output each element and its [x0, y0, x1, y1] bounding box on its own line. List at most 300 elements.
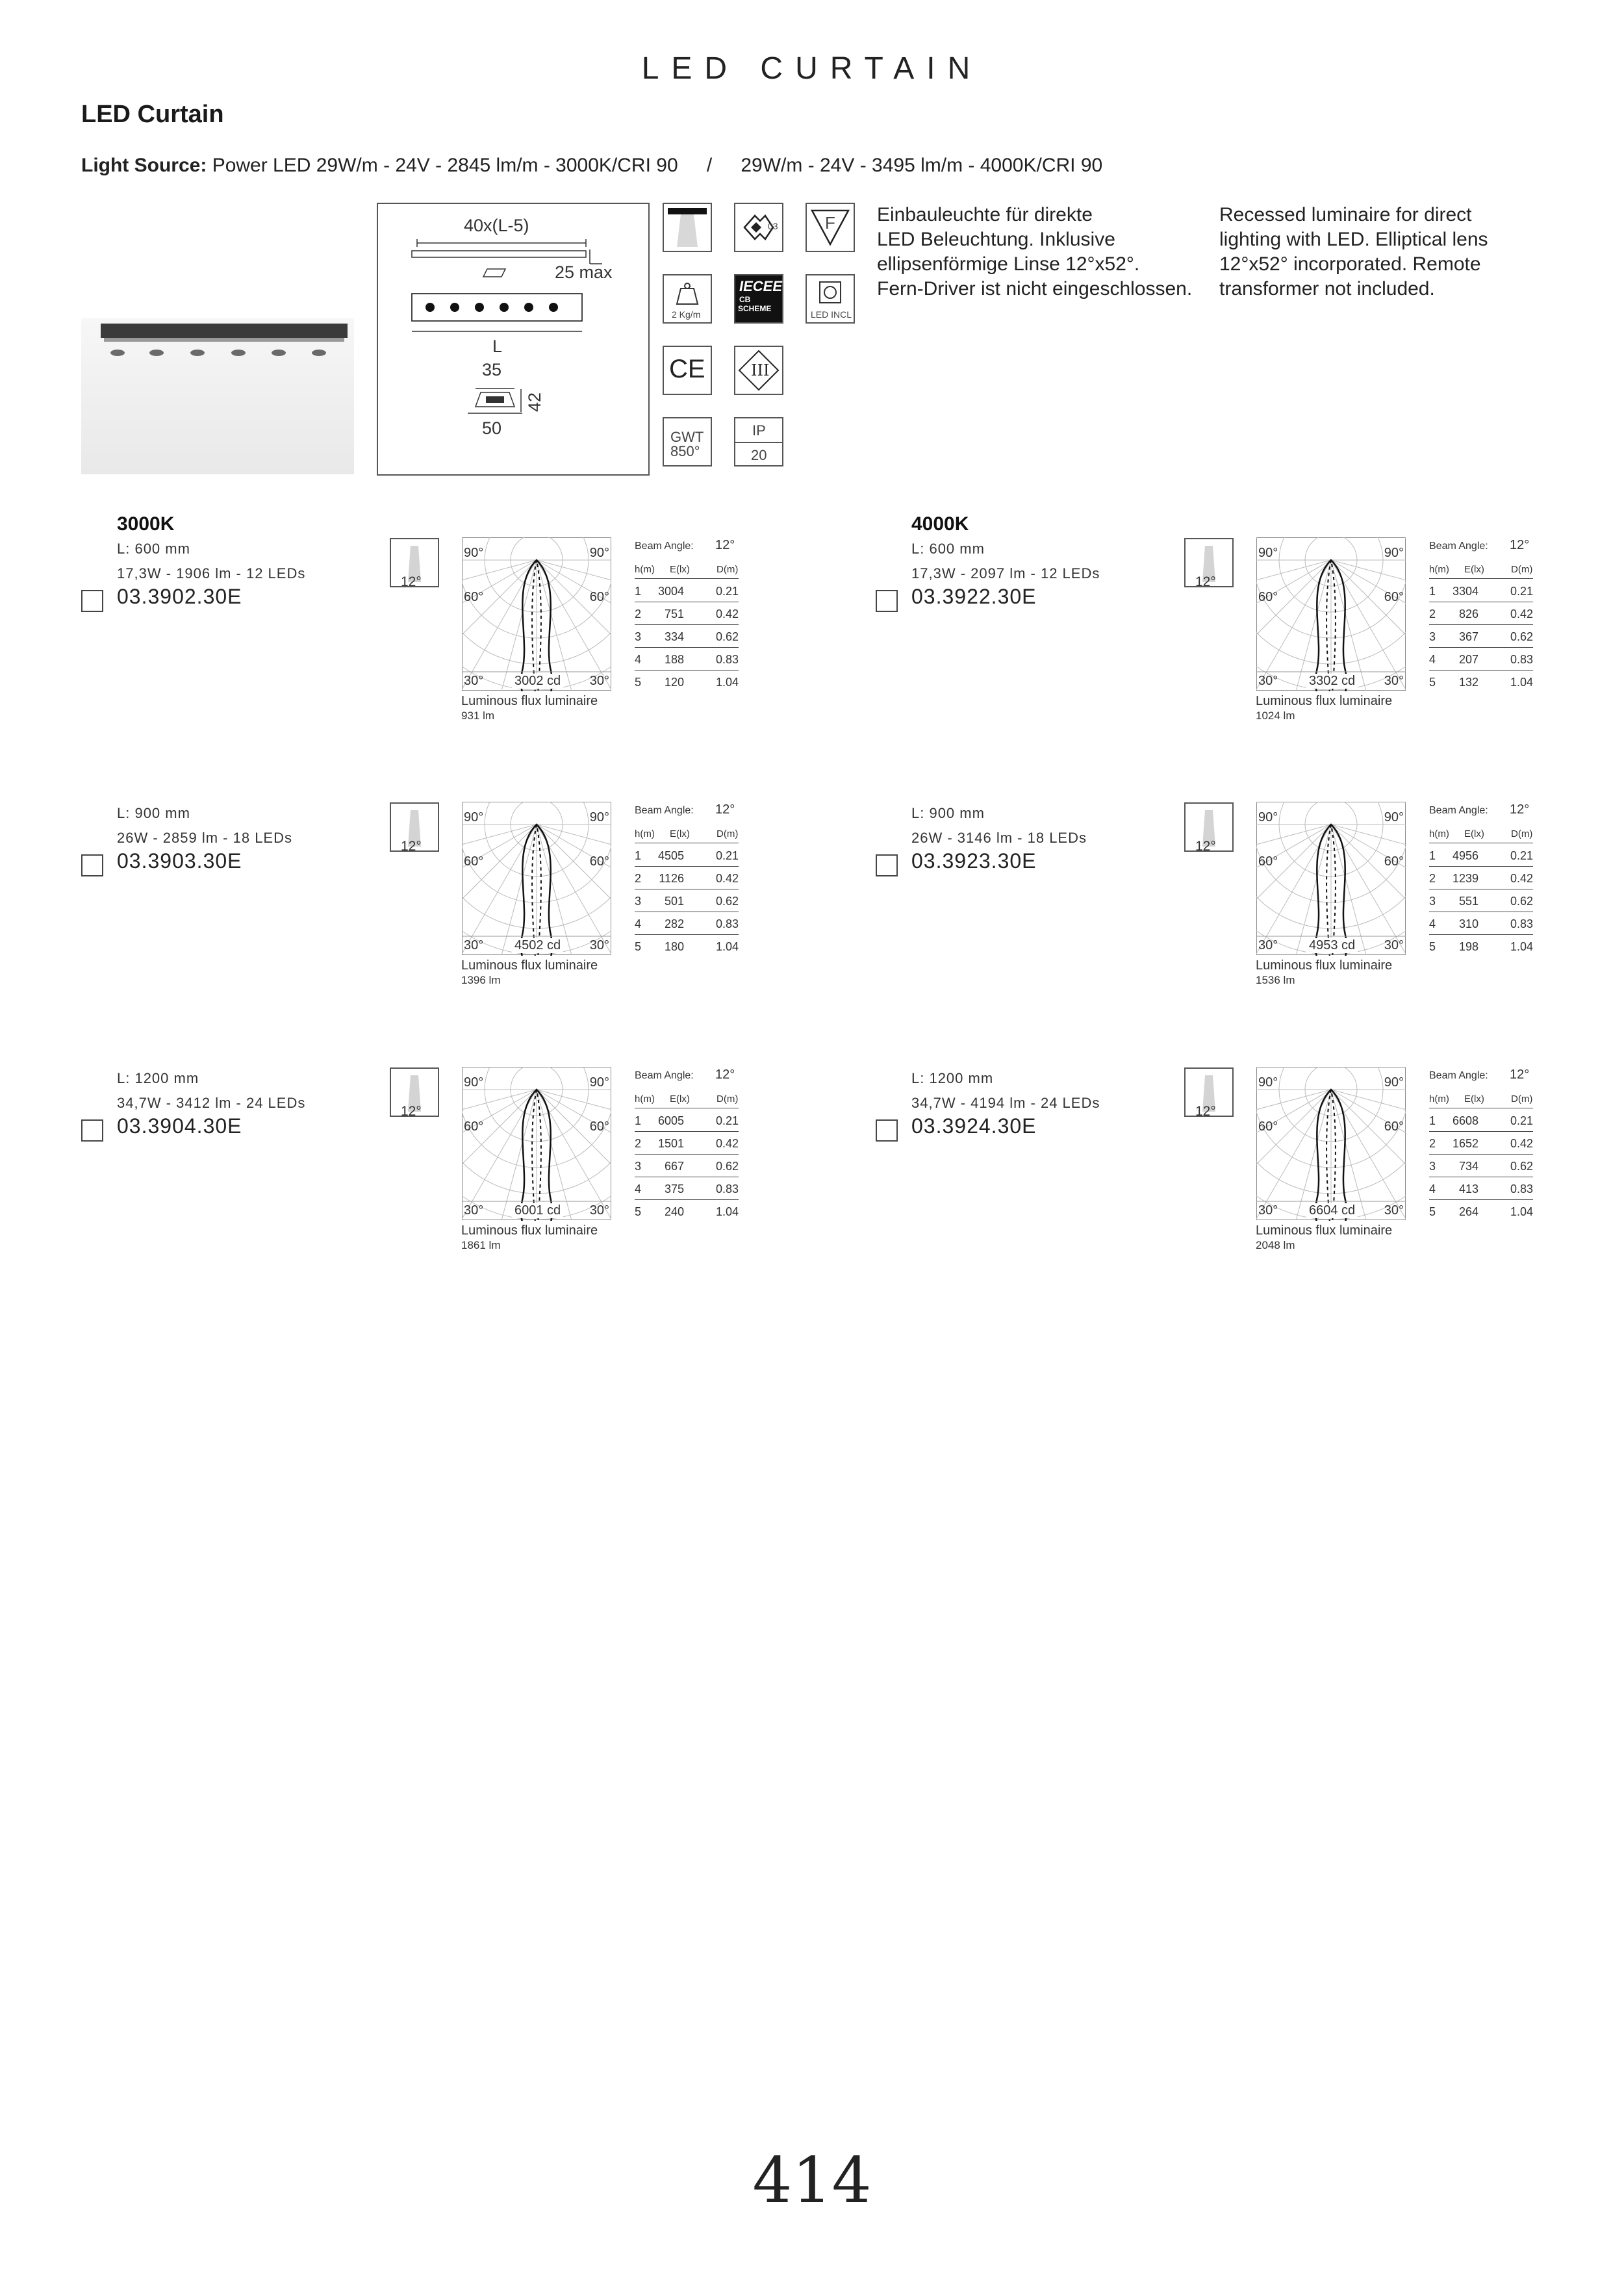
table-row — [1429, 867, 1533, 889]
polar-label-30: 30° — [464, 1203, 484, 1218]
cell-h: 3 — [1429, 1160, 1436, 1173]
technical-drawing-svg — [378, 204, 648, 474]
cell-h: 3 — [635, 630, 642, 643]
col-header-h: h(m) — [635, 564, 655, 575]
cell-d: 1.04 — [1510, 676, 1533, 689]
photometric-table — [1429, 1067, 1540, 1223]
cell-d: 1.04 — [715, 676, 739, 689]
light-source-3000k: Power LED 29W/m - 24V - 2845 lm/m - 3000K/CRI 90 — [212, 155, 678, 176]
variant-heading: 4000K — [911, 513, 969, 535]
table-row — [1429, 580, 1533, 602]
description-en — [1219, 203, 1488, 301]
cell-e: 1652 — [1452, 1137, 1478, 1150]
beam-angle-label: Beam Angle: — [635, 805, 694, 816]
luminous-flux-label: Luminous flux luminaire — [461, 1223, 598, 1238]
polar-label-60: 60° — [1384, 590, 1404, 604]
dim-top: 40x(L-5) — [464, 216, 529, 235]
article-code: 03.3924.30E — [911, 1114, 1037, 1138]
dim-height: 42 — [525, 392, 544, 412]
cell-h: 5 — [1429, 940, 1436, 953]
col-header-d: D(m) — [1511, 564, 1533, 575]
iecee-line1: IECEE — [739, 278, 783, 294]
cell-e: 413 — [1458, 1182, 1478, 1195]
article-code: 03.3902.30E — [117, 585, 242, 608]
direct-light-icon — [663, 203, 712, 252]
light-source-separator: / — [706, 155, 713, 176]
polar-label-60: 60° — [464, 1119, 484, 1134]
table-row — [1429, 912, 1533, 935]
cell-h: 2 — [635, 607, 642, 620]
cell-d: 0.42 — [1510, 1137, 1533, 1150]
weight-text: 2 Kg/m — [672, 309, 701, 320]
ip-rating-icon — [734, 417, 783, 466]
cell-e: 501 — [664, 895, 684, 908]
table-row — [635, 648, 739, 671]
polar-label-30: 30° — [1384, 1203, 1404, 1218]
col-header-d: D(m) — [717, 564, 739, 575]
table-row — [1429, 671, 1533, 693]
cell-e: 282 — [664, 917, 684, 930]
beam-angle-label: Beam Angle: — [1429, 541, 1488, 552]
beam-angle-value: 12° — [1195, 839, 1216, 854]
polar-label-90: 90° — [1258, 810, 1278, 824]
beam-angle-label: Beam Angle: — [1429, 805, 1488, 816]
polar-label-90: 90° — [1384, 810, 1404, 824]
polar-label-90: 90° — [1258, 546, 1278, 560]
polar-diagram — [461, 801, 612, 956]
gwt-line1: GWT — [670, 429, 704, 445]
cell-d: 0.21 — [715, 849, 739, 862]
col-header-h: h(m) — [1429, 828, 1449, 839]
luminous-flux-value: 1861 lm — [461, 1239, 501, 1251]
dim-width-bottom: 50 — [482, 418, 502, 438]
description-de-line: LED Beleuchtung. Inklusive — [877, 229, 1115, 250]
beam-angle-value: 12° — [1195, 1104, 1216, 1119]
variant-specs: 34,7W - 3412 lm - 24 LEDs — [117, 1095, 306, 1111]
product-photo-led — [272, 350, 286, 356]
ip-value: 20 — [751, 447, 767, 463]
table-row — [1429, 1155, 1533, 1177]
cell-d: 1.04 — [715, 1205, 739, 1218]
photometric-table — [635, 538, 745, 694]
beam-angle-label: Beam Angle: — [1429, 1070, 1488, 1081]
col-header-e: E(lx) — [1464, 828, 1484, 839]
iecee-icon — [734, 274, 783, 324]
cell-h: 5 — [1429, 676, 1436, 689]
polar-diagram — [1256, 801, 1406, 956]
table-row — [635, 889, 739, 912]
col-header-h: h(m) — [1429, 1093, 1449, 1105]
variant-specs: 17,3W - 1906 lm - 12 LEDs — [117, 565, 306, 581]
polar-label-60: 60° — [589, 590, 609, 604]
weight-icon — [663, 274, 712, 324]
cell-h: 3 — [635, 1160, 642, 1173]
polar-label-90: 90° — [464, 810, 484, 824]
polar-label-90: 90° — [464, 1075, 484, 1090]
cell-d: 0.21 — [715, 1114, 739, 1127]
light-source-line — [81, 155, 1102, 177]
cell-e: 180 — [664, 940, 684, 953]
table-header-row — [635, 559, 739, 579]
cell-h: 3 — [1429, 630, 1436, 643]
col-header-d: D(m) — [1511, 1093, 1533, 1105]
light-source-4000k: 29W/m - 24V - 3495 lm/m - 4000K/CRI 90 — [741, 155, 1103, 176]
beam-angle-table-value: 12° — [1510, 538, 1530, 552]
cell-d: 1.04 — [715, 940, 739, 953]
class3-text: III — [751, 361, 770, 379]
f-mark-icon — [806, 203, 855, 252]
polar-label-30: 30° — [1258, 674, 1278, 688]
cell-e: 240 — [664, 1205, 684, 1218]
cell-h: 1 — [635, 1114, 642, 1127]
order-checkbox[interactable] — [81, 590, 103, 612]
cell-h: 5 — [1429, 1205, 1436, 1218]
description-de-line: Einbauleuchte für direkte — [877, 204, 1093, 225]
polar-label-90: 90° — [1384, 546, 1404, 560]
peak-intensity: 6604 cd — [1306, 1203, 1358, 1218]
cell-d: 0.42 — [1510, 872, 1533, 885]
luminous-flux-label: Luminous flux luminaire — [1256, 694, 1393, 708]
beam-angle-table-value: 12° — [1510, 802, 1530, 817]
article-code: 03.3922.30E — [911, 585, 1037, 608]
cell-h: 5 — [635, 940, 642, 953]
article-code: 03.3904.30E — [117, 1114, 242, 1138]
cell-h: 1 — [1429, 585, 1436, 598]
description-de — [877, 203, 1192, 301]
variant-specs: 26W - 2859 lm - 18 LEDs — [117, 830, 292, 846]
cell-e: 188 — [664, 653, 684, 666]
cell-e: 367 — [1458, 630, 1478, 643]
polar-diagram — [461, 537, 612, 691]
polar-label-60: 60° — [1384, 854, 1404, 869]
class3-icon — [734, 346, 783, 395]
cell-d: 0.62 — [715, 895, 739, 908]
product-photo-led — [149, 350, 164, 356]
beam-angle-value: 12° — [401, 839, 422, 854]
variant-length: L: 600 mm — [911, 541, 985, 557]
polar-label-60: 60° — [589, 854, 609, 869]
cell-d: 0.42 — [715, 607, 739, 620]
led-included-text: LED INCL — [811, 309, 852, 320]
dim-length: L — [492, 337, 503, 356]
cell-d: 0.21 — [1510, 1114, 1533, 1127]
cell-e: 6608 — [1452, 1114, 1478, 1127]
variant-length: L: 1200 mm — [911, 1070, 994, 1086]
polar-label-90: 90° — [589, 810, 609, 824]
product-photo-led — [110, 350, 125, 356]
photometric-table — [635, 1067, 745, 1223]
cell-d: 0.62 — [1510, 895, 1533, 908]
col-header-d: D(m) — [717, 828, 739, 839]
peak-intensity: 4953 cd — [1306, 938, 1358, 953]
cell-d: 0.83 — [715, 653, 739, 666]
emc-code: 03 — [768, 221, 778, 231]
peak-intensity: 3002 cd — [512, 674, 563, 689]
cell-e: 1501 — [657, 1137, 684, 1150]
table-row — [1429, 1132, 1533, 1155]
table-row — [635, 1109, 739, 1132]
cell-e: 120 — [664, 676, 684, 689]
cell-h: 1 — [1429, 1114, 1436, 1127]
photometric-table — [635, 802, 745, 958]
variant-specs: 26W - 3146 lm - 18 LEDs — [911, 830, 1087, 846]
col-header-h: h(m) — [635, 1093, 655, 1105]
dim-max: 25 max — [555, 262, 613, 282]
ip-label: IP — [752, 422, 766, 439]
col-header-e: E(lx) — [670, 564, 690, 575]
beam-angle-value: 12° — [1195, 574, 1216, 589]
product-photo-led — [312, 350, 326, 356]
cell-d: 0.42 — [715, 872, 739, 885]
polar-label-60: 60° — [1258, 590, 1278, 604]
cell-d: 0.83 — [715, 917, 739, 930]
table-row — [635, 912, 739, 935]
cell-e: 264 — [1458, 1205, 1478, 1218]
cell-e: 6005 — [657, 1114, 684, 1127]
table-header-row — [1429, 1088, 1533, 1108]
ce-mark-text: CE — [669, 355, 705, 383]
cell-e: 3004 — [657, 585, 684, 598]
cell-e: 667 — [664, 1160, 684, 1173]
luminous-flux-label: Luminous flux luminaire — [461, 694, 598, 708]
cell-e: 3304 — [1452, 585, 1478, 598]
cell-e: 1239 — [1452, 872, 1478, 885]
polar-label-30: 30° — [589, 674, 609, 688]
beam-angle-label: Beam Angle: — [635, 1070, 694, 1081]
col-header-e: E(lx) — [670, 828, 690, 839]
dim-width-top: 35 — [482, 360, 502, 379]
peak-intensity: 6001 cd — [512, 1203, 563, 1218]
cell-d: 0.83 — [1510, 917, 1533, 930]
description-en-line: lighting with LED. Elliptical lens — [1219, 229, 1488, 250]
cell-e: 207 — [1458, 653, 1478, 666]
description-en-line: transformer not included. — [1219, 278, 1435, 300]
cell-e: 334 — [664, 630, 684, 643]
col-header-d: D(m) — [717, 1093, 739, 1105]
cell-h: 2 — [635, 872, 642, 885]
cell-h: 5 — [635, 676, 642, 689]
polar-label-30: 30° — [1384, 674, 1404, 688]
polar-label-30: 30° — [1258, 938, 1278, 952]
cell-e: 551 — [1458, 895, 1478, 908]
description-de-line: ellipsenförmige Linse 12°x52°. — [877, 253, 1140, 275]
light-source-label: Light Source: — [81, 155, 207, 176]
cell-e: 751 — [664, 607, 684, 620]
polar-label-90: 90° — [1258, 1075, 1278, 1090]
table-header-row — [635, 1088, 739, 1108]
cell-h: 4 — [635, 917, 642, 930]
col-header-e: E(lx) — [1464, 1093, 1484, 1105]
cell-h: 2 — [635, 1137, 642, 1150]
luminous-flux-label: Luminous flux luminaire — [1256, 1223, 1393, 1238]
beam-angle-table-value: 12° — [715, 1067, 735, 1082]
variant-length: L: 900 mm — [117, 805, 190, 821]
cell-d: 0.62 — [715, 630, 739, 643]
order-checkbox[interactable] — [876, 1119, 898, 1142]
polar-diagram — [461, 1066, 612, 1221]
polar-label-30: 30° — [1258, 1203, 1278, 1218]
article-code: 03.3923.30E — [911, 849, 1037, 873]
col-header-e: E(lx) — [1464, 564, 1484, 575]
cell-d: 0.21 — [1510, 849, 1533, 862]
ce-mark-icon — [663, 346, 712, 395]
polar-label-60: 60° — [464, 590, 484, 604]
table-row — [635, 1155, 739, 1177]
beam-angle-value: 12° — [401, 574, 422, 589]
table-row — [635, 1177, 739, 1200]
luminous-flux-value: 1536 lm — [1256, 974, 1295, 986]
description-en-line: 12°x52° incorporated. Remote — [1219, 253, 1481, 275]
cell-d: 0.62 — [1510, 1160, 1533, 1173]
polar-label-30: 30° — [464, 938, 484, 952]
cell-h: 2 — [1429, 607, 1436, 620]
page-number: 414 — [752, 2144, 872, 2217]
table-row — [635, 1132, 739, 1155]
col-header-h: h(m) — [1429, 564, 1449, 575]
f-mark-text: F — [825, 213, 835, 233]
cell-h: 4 — [1429, 653, 1436, 666]
photometric-table — [1429, 802, 1540, 958]
table-row — [1429, 602, 1533, 625]
cell-h: 3 — [635, 895, 642, 908]
beam-angle-label: Beam Angle: — [635, 541, 694, 552]
page-title: LED CURTAIN — [641, 51, 983, 86]
table-row — [635, 671, 739, 693]
cell-h: 1 — [1429, 849, 1436, 862]
polar-label-30: 30° — [589, 938, 609, 952]
iecee-line3: SCHEME — [738, 304, 772, 313]
cell-h: 4 — [1429, 1182, 1436, 1195]
polar-label-90: 90° — [1384, 1075, 1404, 1090]
polar-label-90: 90° — [464, 546, 484, 560]
order-checkbox[interactable] — [876, 854, 898, 876]
description-en-line: Recessed luminaire for direct — [1219, 204, 1472, 225]
table-row — [635, 602, 739, 625]
cell-e: 826 — [1458, 607, 1478, 620]
beam-angle-table-value: 12° — [715, 538, 735, 552]
table-row — [635, 1200, 739, 1222]
table-row — [635, 625, 739, 648]
table-row — [1429, 935, 1533, 957]
cell-h: 5 — [635, 1205, 642, 1218]
polar-label-30: 30° — [464, 674, 484, 688]
polar-label-60: 60° — [464, 854, 484, 869]
luminous-flux-value: 1024 lm — [1256, 709, 1295, 722]
product-photo — [81, 318, 354, 474]
polar-diagram — [1256, 537, 1406, 691]
gwt-line2: 850° — [670, 443, 700, 459]
product-photo-trim — [104, 338, 344, 342]
technical-drawing — [377, 203, 650, 476]
table-header-row — [1429, 823, 1533, 843]
cell-h: 1 — [635, 849, 642, 862]
table-row — [1429, 1200, 1533, 1222]
photometric-table — [1429, 538, 1540, 694]
luminous-flux-value: 2048 lm — [1256, 1239, 1295, 1251]
cell-e: 310 — [1458, 917, 1478, 930]
peak-intensity: 4502 cd — [512, 938, 563, 953]
col-header-e: E(lx) — [670, 1093, 690, 1105]
cell-d: 0.62 — [715, 1160, 739, 1173]
polar-diagram — [1256, 1066, 1406, 1221]
col-header-h: h(m) — [635, 828, 655, 839]
emc-icon — [734, 203, 783, 252]
table-row — [1429, 844, 1533, 867]
product-name: LED Curtain — [81, 101, 224, 128]
iecee-line2: CB — [739, 295, 751, 304]
polar-label-60: 60° — [1258, 1119, 1278, 1134]
cell-e: 132 — [1458, 676, 1478, 689]
gwt-icon — [663, 417, 712, 466]
peak-intensity: 3302 cd — [1306, 674, 1358, 689]
variant-length: L: 1200 mm — [117, 1070, 199, 1086]
cell-e: 198 — [1458, 940, 1478, 953]
order-checkbox[interactable] — [876, 590, 898, 612]
table-row — [1429, 889, 1533, 912]
luminous-flux-label: Luminous flux luminaire — [461, 958, 598, 973]
table-row — [635, 867, 739, 889]
cell-h: 3 — [1429, 895, 1436, 908]
cell-e: 375 — [664, 1182, 684, 1195]
product-photo-housing — [101, 324, 348, 338]
table-row — [1429, 648, 1533, 671]
cell-h: 4 — [635, 1182, 642, 1195]
table-row — [635, 935, 739, 957]
order-checkbox[interactable] — [81, 1119, 103, 1142]
cell-h: 4 — [635, 653, 642, 666]
cell-e: 734 — [1458, 1160, 1478, 1173]
polar-label-90: 90° — [589, 1075, 609, 1090]
cell-h: 4 — [1429, 917, 1436, 930]
luminous-flux-label: Luminous flux luminaire — [1256, 958, 1393, 973]
cell-d: 0.62 — [1510, 630, 1533, 643]
product-photo-led — [190, 350, 205, 356]
beam-angle-value: 12° — [401, 1104, 422, 1119]
polar-label-60: 60° — [589, 1119, 609, 1134]
order-checkbox[interactable] — [81, 854, 103, 876]
table-row — [635, 844, 739, 867]
luminous-flux-value: 931 lm — [461, 709, 495, 722]
table-row — [1429, 1177, 1533, 1200]
cell-d: 1.04 — [1510, 940, 1533, 953]
cell-h: 1 — [635, 585, 642, 598]
cell-d: 0.42 — [1510, 607, 1533, 620]
cell-d: 0.42 — [715, 1137, 739, 1150]
variant-specs: 17,3W - 2097 lm - 12 LEDs — [911, 565, 1100, 581]
polar-label-30: 30° — [589, 1203, 609, 1218]
led-included-icon — [806, 274, 855, 324]
beam-angle-table-value: 12° — [1510, 1067, 1530, 1082]
table-header-row — [635, 823, 739, 843]
table-row — [635, 580, 739, 602]
polar-label-90: 90° — [589, 546, 609, 560]
polar-label-60: 60° — [1258, 854, 1278, 869]
cell-h: 2 — [1429, 1137, 1436, 1150]
cell-d: 0.83 — [715, 1182, 739, 1195]
cell-d: 0.83 — [1510, 1182, 1533, 1195]
cell-e: 4505 — [657, 849, 684, 862]
description-de-line: Fern-Driver ist nicht eingeschlossen. — [877, 278, 1193, 300]
cell-d: 0.21 — [715, 585, 739, 598]
table-header-row — [1429, 559, 1533, 579]
cell-d: 1.04 — [1510, 1205, 1533, 1218]
cell-e: 1126 — [659, 872, 684, 885]
luminous-flux-value: 1396 lm — [461, 974, 501, 986]
table-row — [1429, 1109, 1533, 1132]
col-header-d: D(m) — [1511, 828, 1533, 839]
table-row — [1429, 625, 1533, 648]
cell-h: 2 — [1429, 872, 1436, 885]
